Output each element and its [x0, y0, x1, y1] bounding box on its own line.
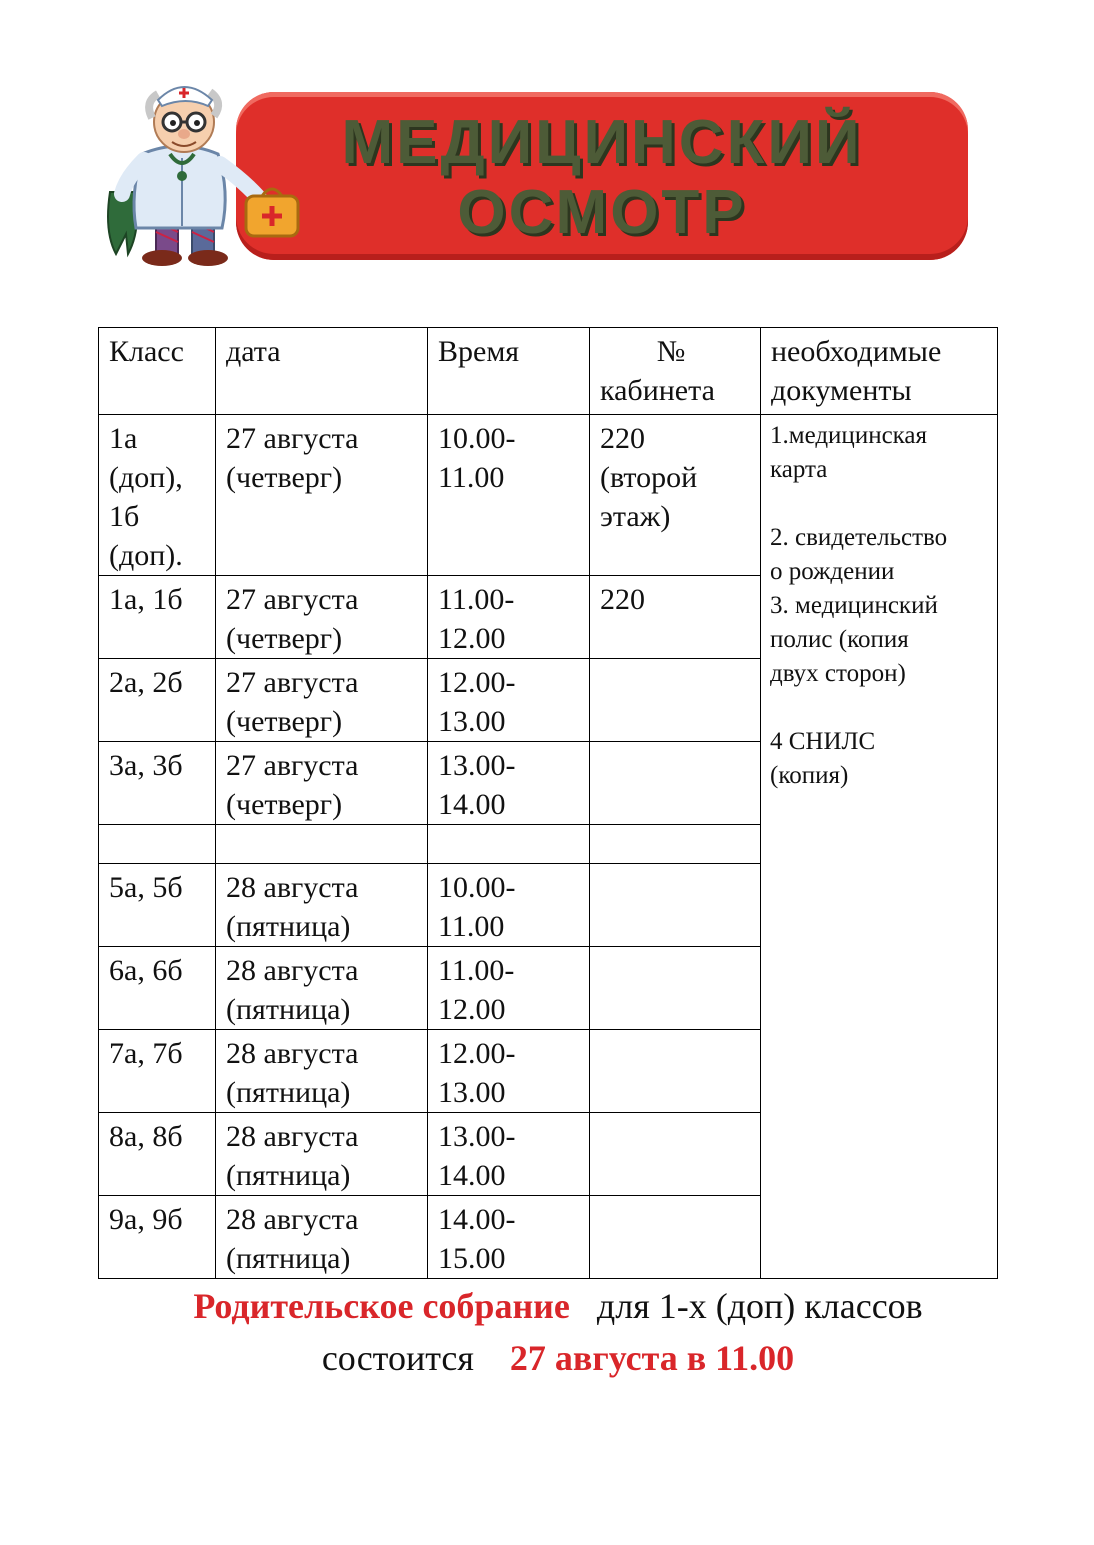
- documents-gap: [770, 691, 989, 725]
- date-cell-line: (пятница): [226, 1076, 351, 1109]
- class-cell-line: 1а, 1б: [109, 583, 183, 616]
- time-cell-line: 10.00-: [438, 871, 516, 904]
- documents-line: полис (копия: [770, 626, 909, 653]
- time-cell-line: 14.00: [438, 788, 506, 821]
- banner-title-line2: ОСМОТР: [457, 178, 747, 247]
- time-cell-line: 13.00-: [438, 749, 516, 782]
- time-cell: [428, 1196, 590, 1279]
- time-cell: [428, 659, 590, 742]
- class-cell-line: (доп),: [109, 461, 183, 494]
- time-cell-line: 11.00-: [438, 583, 515, 616]
- documents-line: 1.медицинская: [770, 422, 928, 449]
- date-cell-line: 28 августа: [226, 954, 359, 987]
- class-cell: [99, 1030, 216, 1113]
- date-cell: [216, 1113, 428, 1196]
- date-cell-line: 28 августа: [226, 1203, 359, 1236]
- time-cell-line: 13.00-: [438, 1120, 516, 1153]
- notice-text-classes: для 1-х (доп) классов: [596, 1286, 923, 1326]
- header-documents-line1: необходимые: [771, 335, 942, 368]
- time-cell: [428, 576, 590, 659]
- time-cell-line: 11.00: [438, 461, 505, 494]
- class-cell: [99, 1113, 216, 1196]
- room-cell: [590, 415, 761, 576]
- class-cell: [99, 825, 216, 864]
- documents-gap: [770, 487, 989, 521]
- time-cell: [428, 1030, 590, 1113]
- time-cell-line: 12.00-: [438, 666, 516, 699]
- room-cell: [590, 864, 761, 947]
- date-cell: [216, 864, 428, 947]
- class-cell-line: 8а, 8б: [109, 1120, 183, 1153]
- time-cell: [428, 864, 590, 947]
- date-cell-line: (четверг): [226, 788, 343, 821]
- room-cell-line: (второй: [600, 461, 698, 494]
- date-cell: [216, 1030, 428, 1113]
- documents-line: двух сторон): [770, 660, 906, 687]
- documents-line: карта: [770, 456, 828, 483]
- date-cell-line: (пятница): [226, 1242, 351, 1275]
- schedule-table: [98, 327, 998, 1279]
- documents-line: (копия): [770, 762, 849, 789]
- documents-line: 3. медицинский: [770, 592, 938, 619]
- documents-cell: [761, 415, 998, 1279]
- time-cell-line: 13.00: [438, 1076, 506, 1109]
- header-date: дата: [216, 328, 428, 415]
- time-cell-line: 10.00-: [438, 422, 516, 455]
- class-cell-line: 1б: [109, 500, 140, 533]
- date-cell-line: (четверг): [226, 622, 343, 655]
- time-cell: [428, 415, 590, 576]
- notice-text-held: состоится: [321, 1338, 474, 1378]
- date-cell-line: 27 августа: [226, 422, 359, 455]
- date-cell: [216, 742, 428, 825]
- date-cell-line: 27 августа: [226, 583, 359, 616]
- date-cell-line: (четверг): [226, 461, 343, 494]
- header-room-line2: кабинета: [600, 374, 715, 407]
- date-cell: [216, 1196, 428, 1279]
- time-cell: [428, 1113, 590, 1196]
- time-cell: [428, 825, 590, 864]
- class-cell-line: (доп).: [109, 539, 183, 572]
- class-cell-line: 9а, 9б: [109, 1203, 183, 1236]
- room-cell: [590, 1196, 761, 1279]
- table-row: [99, 415, 998, 576]
- time-cell: [428, 947, 590, 1030]
- banner: [96, 80, 976, 272]
- header-documents: [761, 328, 998, 415]
- class-cell: [99, 1196, 216, 1279]
- doctor-illustration: [96, 80, 326, 272]
- notice-line1: [98, 1280, 1018, 1332]
- time-cell-line: 14.00-: [438, 1203, 516, 1236]
- banner-title-line1: МЕДИЦИНСКИЙ: [341, 108, 863, 177]
- class-cell-line: 2а, 2б: [109, 666, 183, 699]
- date-cell: [216, 825, 428, 864]
- class-cell: [99, 742, 216, 825]
- room-cell-line: 220: [600, 422, 645, 455]
- class-cell: [99, 659, 216, 742]
- date-cell-line: (пятница): [226, 1159, 351, 1192]
- class-cell: [99, 947, 216, 1030]
- date-cell: [216, 659, 428, 742]
- header-documents-line2: документы: [771, 374, 912, 407]
- class-cell-line: 3а, 3б: [109, 749, 183, 782]
- class-cell-line: 7а, 7б: [109, 1037, 183, 1070]
- parent-meeting-notice: [98, 1280, 1018, 1384]
- date-cell-line: (четверг): [226, 705, 343, 738]
- time-cell-line: 12.00-: [438, 1037, 516, 1070]
- time-cell-line: 11.00: [438, 910, 505, 943]
- room-cell: [590, 1030, 761, 1113]
- header-room-line1: №: [656, 335, 686, 368]
- notice-highlight-date: 27 августа в 11.00: [509, 1338, 795, 1378]
- date-cell-line: 28 августа: [226, 871, 359, 904]
- date-cell-line: (пятница): [226, 993, 351, 1026]
- date-cell-line: 27 августа: [226, 749, 359, 782]
- room-cell: [590, 742, 761, 825]
- documents-line: 4 СНИЛС: [770, 728, 876, 755]
- date-cell-line: 28 августа: [226, 1037, 359, 1070]
- time-cell-line: 13.00: [438, 705, 506, 738]
- room-cell: [590, 1113, 761, 1196]
- time-cell: [428, 742, 590, 825]
- header-time: Время: [428, 328, 590, 415]
- table-header-row: [99, 328, 998, 415]
- class-cell-line: 5а, 5б: [109, 871, 183, 904]
- date-cell-line: 28 августа: [226, 1120, 359, 1153]
- date-cell-line: 27 августа: [226, 666, 359, 699]
- date-cell: [216, 947, 428, 1030]
- room-cell: [590, 576, 761, 659]
- room-cell: [590, 659, 761, 742]
- header-room: [590, 328, 761, 415]
- room-cell: [590, 825, 761, 864]
- date-cell: [216, 576, 428, 659]
- class-cell: [99, 864, 216, 947]
- class-cell-line: 1а: [109, 422, 138, 455]
- time-cell-line: 15.00: [438, 1242, 506, 1275]
- time-cell-line: 14.00: [438, 1159, 506, 1192]
- date-cell-line: (пятница): [226, 910, 351, 943]
- documents-line: 2. свидетельство: [770, 524, 948, 551]
- date-cell: [216, 415, 428, 576]
- room-cell-line: этаж): [600, 500, 671, 533]
- notice-highlight-meeting: Родительское собрание: [193, 1286, 570, 1326]
- class-cell: [99, 415, 216, 576]
- class-cell: [99, 576, 216, 659]
- notice-line2: [98, 1332, 1018, 1384]
- class-cell-line: 6а, 6б: [109, 954, 183, 987]
- room-cell-line: 220: [600, 583, 645, 616]
- header-class: Класс: [99, 328, 216, 415]
- banner-title: [246, 98, 958, 254]
- documents-line: о рождении: [770, 558, 895, 585]
- time-cell-line: 12.00: [438, 993, 506, 1026]
- time-cell-line: 11.00-: [438, 954, 515, 987]
- room-cell: [590, 947, 761, 1030]
- time-cell-line: 12.00: [438, 622, 506, 655]
